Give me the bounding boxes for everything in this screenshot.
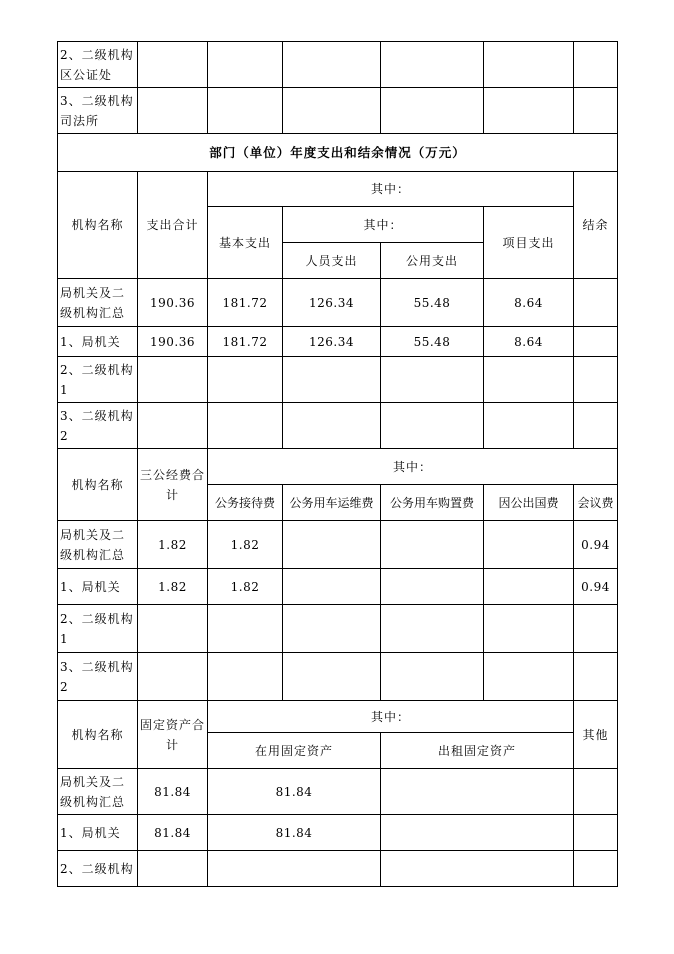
table-row (58, 569, 618, 605)
table-row (58, 42, 618, 88)
org-name-cell: 2、二级机构1 (58, 357, 138, 403)
header-three-public-total: 三公经费合计 (138, 449, 208, 521)
rented-cell (381, 769, 574, 815)
balance-cell (574, 403, 618, 449)
total-cell (138, 605, 208, 653)
org-name-cell: 1、局机关 (58, 327, 138, 357)
project-cell: 8.64 (484, 279, 574, 327)
table-row (58, 88, 618, 134)
header-org-name: 机构名称 (58, 172, 138, 279)
header-row (58, 449, 618, 485)
basic-cell (208, 357, 283, 403)
car-purchase-cell (381, 653, 484, 701)
header-meeting: 会议费 (574, 485, 618, 521)
car-purchase-cell (381, 569, 484, 605)
abroad-cell (484, 569, 574, 605)
empty-cell (381, 42, 484, 88)
header-of-which-inner: 其中： (283, 207, 484, 243)
personnel-cell (283, 403, 381, 449)
other-cell (574, 815, 618, 851)
empty-cell (138, 42, 208, 88)
personnel-cell: 126.34 (283, 279, 381, 327)
total-cell: 1.82 (138, 569, 208, 605)
personnel-cell (283, 357, 381, 403)
org-name-cell: 局机关及二级机构汇总 (58, 279, 138, 327)
reception-cell: 1.82 (208, 521, 283, 569)
org-name-cell: 局机关及二级机构汇总 (58, 769, 138, 815)
total-cell (138, 403, 208, 449)
car-maintenance-cell (283, 569, 381, 605)
public-cell: 55.48 (381, 279, 484, 327)
table-row (58, 521, 618, 569)
balance-cell (574, 327, 618, 357)
meeting-cell (574, 653, 618, 701)
section-title-row (58, 134, 618, 172)
header-project: 项目支出 (484, 207, 574, 279)
org-name-cell: 3、二级机构2 (58, 403, 138, 449)
header-row (58, 701, 618, 733)
header-reception: 公务接待费 (208, 485, 283, 521)
table-row (58, 327, 618, 357)
balance-cell (574, 279, 618, 327)
org-name-cell: 1、局机关 (58, 815, 138, 851)
header-basic: 基本支出 (208, 207, 283, 279)
org-name-cell: 2、二级机构区公证处 (58, 42, 138, 88)
car-purchase-cell (381, 521, 484, 569)
org-name-cell: 1、局机关 (58, 569, 138, 605)
header-of-which: 其中： (208, 449, 618, 485)
table-row (58, 815, 618, 851)
project-cell (484, 403, 574, 449)
car-maintenance-cell (283, 521, 381, 569)
header-org-name: 机构名称 (58, 449, 138, 521)
in-use-cell: 81.84 (208, 815, 381, 851)
header-of-which: 其中： (208, 701, 574, 733)
empty-cell (138, 88, 208, 134)
header-in-use: 在用固定资产 (208, 733, 381, 769)
empty-cell (484, 88, 574, 134)
rented-cell (381, 851, 574, 887)
org-name-cell: 2、二级机构 (58, 851, 138, 887)
org-name-cell: 3、二级机构2 (58, 653, 138, 701)
empty-cell (208, 88, 283, 134)
header-balance: 结余 (574, 172, 618, 279)
table-row (58, 653, 618, 701)
meeting-cell (574, 605, 618, 653)
total-cell: 81.84 (138, 815, 208, 851)
header-rented: 出租固定资产 (381, 733, 574, 769)
basic-cell: 181.72 (208, 279, 283, 327)
table-row (58, 769, 618, 815)
table-row (58, 357, 618, 403)
reception-cell (208, 605, 283, 653)
public-cell: 55.48 (381, 327, 484, 357)
header-row (58, 172, 618, 207)
total-cell (138, 357, 208, 403)
basic-cell: 181.72 (208, 327, 283, 357)
total-cell: 81.84 (138, 769, 208, 815)
other-cell (574, 851, 618, 887)
balance-cell (574, 357, 618, 403)
header-org-name: 机构名称 (58, 701, 138, 769)
in-use-cell: 81.84 (208, 769, 381, 815)
report-sheet (57, 41, 617, 887)
empty-cell (574, 42, 618, 88)
report-table (57, 41, 618, 887)
public-cell (381, 357, 484, 403)
header-car-purchase: 公务用车购置费 (381, 485, 484, 521)
personnel-cell: 126.34 (283, 327, 381, 357)
total-cell: 1.82 (138, 521, 208, 569)
abroad-cell (484, 605, 574, 653)
total-cell (138, 851, 208, 887)
abroad-cell (484, 653, 574, 701)
header-car-maintenance: 公务用车运维费 (283, 485, 381, 521)
table-row (58, 403, 618, 449)
header-total: 支出合计 (138, 172, 208, 279)
org-name-cell: 3、二级机构司法所 (58, 88, 138, 134)
project-cell: 8.64 (484, 327, 574, 357)
empty-cell (283, 88, 381, 134)
abroad-cell (484, 521, 574, 569)
header-public: 公用支出 (381, 243, 484, 279)
car-maintenance-cell (283, 653, 381, 701)
total-cell: 190.36 (138, 279, 208, 327)
car-purchase-cell (381, 605, 484, 653)
reception-cell: 1.82 (208, 569, 283, 605)
basic-cell (208, 403, 283, 449)
empty-cell (381, 88, 484, 134)
header-personnel: 人员支出 (283, 243, 381, 279)
empty-cell (208, 42, 283, 88)
car-maintenance-cell (283, 605, 381, 653)
empty-cell (574, 88, 618, 134)
header-fixed-assets-total: 固定资产合计 (138, 701, 208, 769)
table-row (58, 605, 618, 653)
meeting-cell: 0.94 (574, 569, 618, 605)
table-row (58, 851, 618, 887)
header-abroad: 因公出国费 (484, 485, 574, 521)
total-cell: 190.36 (138, 327, 208, 357)
reception-cell (208, 653, 283, 701)
section-title: 部门（单位）年度支出和结余情况（万元） (58, 134, 618, 172)
header-other: 其他 (574, 701, 618, 769)
public-cell (381, 403, 484, 449)
rented-cell (381, 815, 574, 851)
org-name-cell: 局机关及二级机构汇总 (58, 521, 138, 569)
total-cell (138, 653, 208, 701)
table-row (58, 279, 618, 327)
empty-cell (283, 42, 381, 88)
in-use-cell (208, 851, 381, 887)
header-of-which: 其中： (208, 172, 574, 207)
org-name-cell: 2、二级机构1 (58, 605, 138, 653)
other-cell (574, 769, 618, 815)
project-cell (484, 357, 574, 403)
meeting-cell: 0.94 (574, 521, 618, 569)
empty-cell (484, 42, 574, 88)
